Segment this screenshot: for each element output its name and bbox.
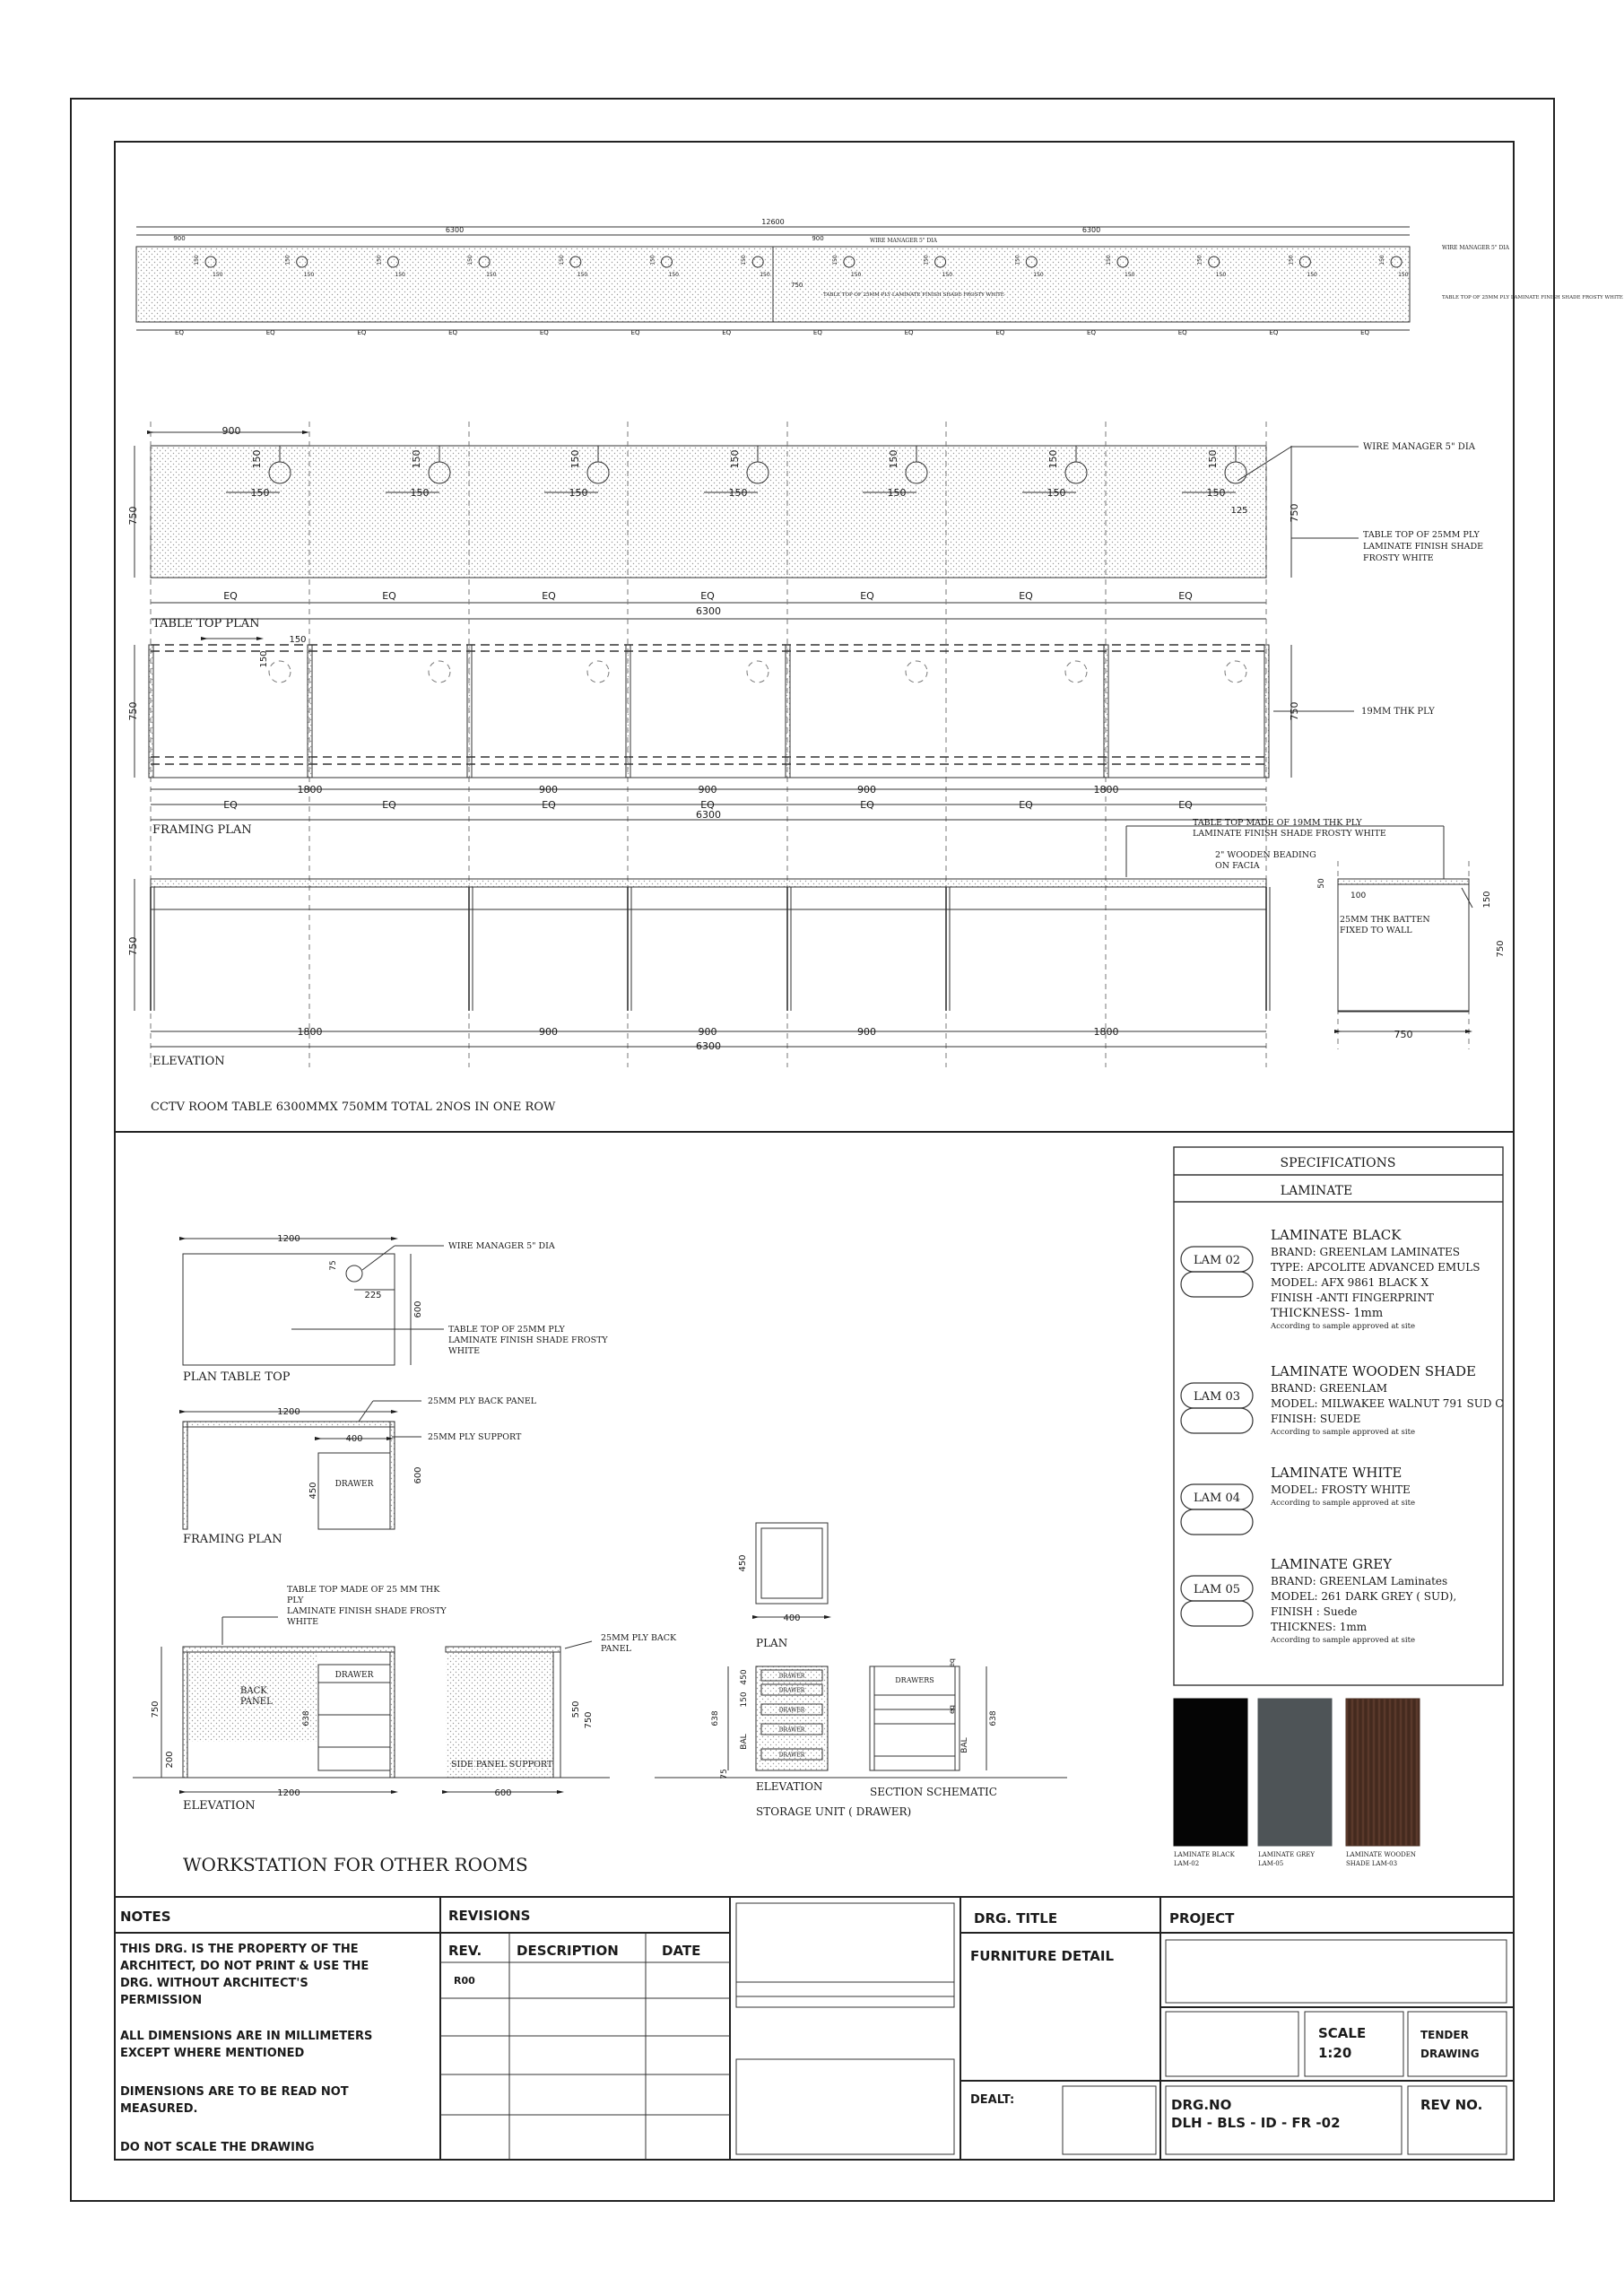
ply-panel xyxy=(786,645,790,778)
strip-overall: 12600 xyxy=(761,218,785,226)
ply-panel xyxy=(626,645,630,778)
spec-title: SPECIFICATIONS xyxy=(1280,1156,1396,1170)
tb-desc-col: DESCRIPTION xyxy=(517,1943,619,1959)
ttp-hole-dim-h: 150 xyxy=(1046,487,1066,499)
strip-eq: EQ xyxy=(904,329,914,336)
ttp-edge-dim: 125 xyxy=(1230,506,1248,516)
el-segment-dim: 1800 xyxy=(1093,1026,1119,1038)
ttp-note-1: TABLE TOP OF 25MM PLY xyxy=(1363,530,1480,540)
ttp-depth-left: 750 xyxy=(127,506,139,526)
lam-note: According to sample approved at site xyxy=(1271,1636,1416,1645)
lam-name: LAMINATE GREY xyxy=(1271,1556,1393,1572)
strip-hole-dim: 150 xyxy=(1196,255,1203,265)
strip-eq: EQ xyxy=(175,329,184,336)
tb-drg-no-value: DLH - BLS - ID - FR -02 xyxy=(1171,2115,1341,2131)
lam-spec-line: BRAND: GREENLAM Laminates xyxy=(1271,1575,1448,1587)
ttp-hole-dim-h: 150 xyxy=(728,487,748,499)
el-top-note-2: LAMINATE FINISH SHADE FROSTY WHITE xyxy=(1193,829,1386,839)
strip-depth: 750 xyxy=(791,282,803,289)
strip-hole-dim: 150 xyxy=(1014,255,1021,265)
ws-side-550: 550 xyxy=(571,1700,581,1718)
tb-status-1: TENDER xyxy=(1420,2029,1469,2041)
tb-project-label: PROJECT xyxy=(1169,1910,1235,1926)
strip-eq: EQ xyxy=(995,329,1005,336)
title-block xyxy=(115,1897,1514,2160)
ws-plan-outline xyxy=(183,1254,395,1365)
su-caption: STORAGE UNIT ( DRAWER) xyxy=(756,1805,912,1818)
cctv-caption: CCTV ROOM TABLE 6300MMX 750MM TOTAL 2NOS IN ONE ROW xyxy=(151,1100,556,1114)
tb-date-col: DATE xyxy=(662,1943,701,1959)
tb-note-line: DO NOT SCALE THE DRAWING xyxy=(120,2141,315,2154)
ws-back-panel-1: BACK xyxy=(240,1686,267,1696)
swatch-label-1: LAMINATE WOODEN xyxy=(1346,1851,1416,1858)
ws-plan-75: 75 xyxy=(329,1260,338,1271)
lam-spec-line: THICKNES: 1mm xyxy=(1271,1621,1368,1633)
hole-outline-icon xyxy=(906,661,927,683)
ws-wire-manager: WIRE MANAGER 5" DIA xyxy=(448,1241,555,1251)
ttp-eq: EQ xyxy=(223,590,238,602)
lam-note: According to sample approved at site xyxy=(1271,1428,1416,1437)
hole-outline-icon xyxy=(1225,661,1246,683)
swatch-label-1: LAMINATE BLACK xyxy=(1174,1851,1235,1858)
strip-hole-dim-h: 150 xyxy=(668,272,679,278)
tb-rev-value: R00 xyxy=(454,1975,475,1987)
strip-hole-dim-h: 150 xyxy=(760,272,770,278)
tb-dealt-label: DEALT: xyxy=(970,2093,1015,2107)
fp-segment-dim: 900 xyxy=(698,784,717,796)
tb-status-2: DRAWING xyxy=(1420,2048,1480,2060)
table-top-plan xyxy=(127,425,1483,631)
ttp-wire-manager-note: WIRE MANAGER 5" DIA xyxy=(1363,442,1475,452)
ttp-hole-dim-h: 150 xyxy=(887,487,907,499)
strip-eq: EQ xyxy=(448,329,458,336)
strip-eq: EQ xyxy=(1087,329,1096,336)
tb-note-line: MEASURED. xyxy=(120,2102,198,2116)
tb-rev-col: REV. xyxy=(448,1943,482,1959)
strip-hole-dim: 150 xyxy=(194,255,200,265)
ttp-hole-dim-v: 150 xyxy=(411,449,422,469)
lam-tag: LAM 03 xyxy=(1193,1390,1241,1404)
ply-panel xyxy=(1104,645,1108,778)
ws-framing-depth: 600 xyxy=(413,1466,423,1484)
el-section-depth: 750 xyxy=(1394,1029,1413,1040)
ws-elev-note-4: WHITE xyxy=(287,1617,319,1627)
tb-note-line: THIS DRG. IS THE PROPERTY OF THE xyxy=(120,1943,359,1956)
ply-panel xyxy=(467,645,472,778)
ttp-eq: EQ xyxy=(382,590,396,602)
fp-title: FRAMING PLAN xyxy=(152,823,252,837)
ws-framing-width: 1200 xyxy=(277,1407,300,1417)
su-dim-638: 638 xyxy=(711,1710,720,1726)
strip-hole-dim-h: 150 xyxy=(1398,272,1409,278)
ttp-eq: EQ xyxy=(700,590,715,602)
ws-side-panel: SIDE PANEL SUPPORT xyxy=(451,1760,553,1770)
drawer-label: DRAWER xyxy=(778,1707,805,1714)
ws-elev-title: ELEVATION xyxy=(183,1799,256,1813)
ws-side-width: 600 xyxy=(494,1788,512,1798)
ws-elev-638: 638 xyxy=(302,1710,311,1726)
strip-eq: EQ xyxy=(265,329,275,336)
strip-hole-dim-h: 150 xyxy=(303,272,315,278)
ws-elev-drawer: DRAWER xyxy=(334,1671,374,1680)
strip-hole-dim-h: 150 xyxy=(213,272,223,278)
strip-hole-dim: 150 xyxy=(831,255,838,265)
fp-segment-dim: 900 xyxy=(857,784,876,796)
lam-spec-line: MODEL: 261 DARK GREY ( SUD), xyxy=(1271,1590,1457,1603)
strip-hole-dim-h: 150 xyxy=(1307,272,1317,278)
ws-plan-note-1: TABLE TOP OF 25MM PLY xyxy=(448,1325,565,1335)
ws-side-back-note-2: PANEL xyxy=(601,1644,631,1654)
fp-hole-dim-v: 150 xyxy=(259,650,269,668)
ply-panel xyxy=(149,645,153,778)
el-height: 750 xyxy=(127,936,139,956)
strip-eq: EQ xyxy=(722,329,732,336)
ttp-hole-dim-v: 150 xyxy=(1207,449,1219,469)
strip-hole-dim: 150 xyxy=(1106,255,1112,265)
el-section-height: 750 xyxy=(1496,940,1506,958)
hole-outline-icon xyxy=(747,661,769,683)
strip-hole-dim-h: 150 xyxy=(1125,272,1135,278)
lam-name: LAMINATE WOODEN SHADE xyxy=(1271,1363,1476,1379)
lam-spec-line: FINISH -ANTI FINGERPRINT xyxy=(1271,1292,1434,1304)
swatch-label-1: LAMINATE GREY xyxy=(1258,1851,1316,1858)
strip-left-total: 6300 xyxy=(445,226,465,234)
ws-back-panel-2: PANEL xyxy=(240,1697,273,1707)
ttp-title: TABLE TOP PLAN xyxy=(152,617,260,631)
top-strip xyxy=(136,218,1623,336)
el-segment-dim: 900 xyxy=(857,1026,876,1038)
strip-offset-left: 900 xyxy=(173,235,186,242)
ws-back-panel-note: 25MM PLY BACK PANEL xyxy=(428,1396,537,1406)
ttp-note-3: FROSTY WHITE xyxy=(1363,553,1434,563)
su-drawers-label: DRAWERS xyxy=(895,1676,934,1684)
storage-unit xyxy=(711,1523,998,1818)
lam-spec-line: MODEL: FROSTY WHITE xyxy=(1271,1483,1411,1496)
ws-ply-support-note: 25MM PLY SUPPORT xyxy=(428,1432,522,1442)
fp-depth-left: 750 xyxy=(127,701,139,721)
ttp-eq: EQ xyxy=(1019,590,1033,602)
lam-spec-line: TYPE: APCOLITE ADVANCED EMULS xyxy=(1271,1261,1481,1274)
fp-depth-right: 750 xyxy=(1289,701,1300,721)
tb-scale-label: SCALE xyxy=(1318,2025,1367,2041)
su-dim-bal: BAL xyxy=(740,1734,749,1750)
ply-panel xyxy=(1264,645,1269,778)
ws-elev-width: 1200 xyxy=(277,1788,300,1798)
swatch-label-2: LAM-05 xyxy=(1258,1860,1284,1867)
swatch-label-2: LAM-02 xyxy=(1174,1860,1200,1867)
tb-note-line: ARCHITECT, DO NOT PRINT & USE THE xyxy=(120,1960,369,1973)
ttp-hole-dim-h: 150 xyxy=(250,487,270,499)
tb-note-line: DIMENSIONS ARE TO BE READ NOT xyxy=(120,2085,349,2099)
strip-eq: EQ xyxy=(812,329,822,336)
spec-subtitle: LAMINATE xyxy=(1280,1184,1353,1198)
el-segment-dim: 900 xyxy=(539,1026,558,1038)
ttp-total: 6300 xyxy=(696,605,721,617)
strip-hole-dim: 150 xyxy=(558,255,565,265)
el-top-note-1: TABLE TOP MADE OF 19MM THK PLY xyxy=(1193,818,1362,828)
strip-right-total: 6300 xyxy=(1081,226,1101,234)
ply-panel xyxy=(308,645,312,778)
strip-eq: EQ xyxy=(630,329,640,336)
strip-wire-manager: WIRE MANAGER 5" DIA xyxy=(870,238,937,244)
fp-eq: EQ xyxy=(1178,799,1193,811)
su-plan-depth: 450 xyxy=(738,1554,748,1572)
su-plan-title: PLAN xyxy=(756,1637,788,1649)
ws-drawer-width: 400 xyxy=(345,1434,363,1444)
el-dim-100: 100 xyxy=(1350,891,1367,900)
tb-drg-no-label: DRG.NO xyxy=(1171,2097,1232,2113)
workstation xyxy=(133,1234,1067,1875)
fp-eq: EQ xyxy=(223,799,238,811)
ttp-depth-right: 750 xyxy=(1289,503,1300,523)
el-batten-2: FIXED TO WALL xyxy=(1340,926,1412,935)
su-section-bal: BAL xyxy=(960,1737,969,1753)
ws-side-back-note-1: 25MM PLY BACK xyxy=(601,1633,677,1643)
strip-offset-right: 900 xyxy=(812,235,824,242)
tb-note-line: ALL DIMENSIONS ARE IN MILLIMETERS xyxy=(120,2030,373,2043)
ws-elev-height: 750 xyxy=(151,1700,161,1718)
strip-hole-dim-h: 150 xyxy=(850,272,862,278)
ws-plan-title: PLAN TABLE TOP xyxy=(183,1370,291,1384)
el-beading-1: 2" WOODEN BEADING xyxy=(1215,850,1316,860)
su-dim-150: 150 xyxy=(740,1692,749,1708)
ttp-note-2: LAMINATE FINISH SHADE xyxy=(1363,542,1484,552)
ttp-hole-dim-v: 150 xyxy=(888,449,899,469)
ws-drawer-label: DRAWER xyxy=(334,1480,374,1489)
su-plan-width: 400 xyxy=(783,1613,801,1623)
ttp-hole-dim-h: 150 xyxy=(569,487,588,499)
el-total: 6300 xyxy=(696,1040,721,1052)
lam-tag-pill-blank xyxy=(1181,1272,1253,1297)
su-dim-75: 75 xyxy=(720,1769,729,1779)
drawer-label: DRAWER xyxy=(778,1752,805,1759)
hole-outline-icon xyxy=(1065,661,1087,683)
hole-outline-icon xyxy=(429,661,450,683)
ws-elev-note-1: TABLE TOP MADE OF 25 MM THK xyxy=(287,1585,440,1595)
lam-tag: LAM 05 xyxy=(1193,1583,1241,1596)
ws-plan-width: 1200 xyxy=(277,1234,300,1244)
strip-eq: EQ xyxy=(1269,329,1279,336)
ws-plan-note-3: WHITE xyxy=(448,1346,481,1356)
laminate-swatch xyxy=(1258,1699,1332,1846)
lam-tag-pill-blank xyxy=(1181,1408,1253,1433)
lam-note: According to sample approved at site xyxy=(1271,1322,1416,1331)
strip-hole-dim: 150 xyxy=(284,255,291,265)
drawer-label: DRAWER xyxy=(778,1687,805,1694)
ws-plan-225: 225 xyxy=(364,1291,382,1300)
fp-eq: EQ xyxy=(542,799,556,811)
fp-eq: EQ xyxy=(382,799,396,811)
ttp-hole-dim-v: 150 xyxy=(251,449,263,469)
lam-spec-line: THICKNESS- 1mm xyxy=(1271,1307,1384,1320)
ttp-eq: EQ xyxy=(860,590,874,602)
strip-hole-dim-h: 150 xyxy=(1033,272,1044,278)
fp-eq: EQ xyxy=(1019,799,1033,811)
lam-spec-line: BRAND: GREENLAM LAMINATES xyxy=(1271,1246,1461,1258)
ws-drawer-depth: 450 xyxy=(308,1482,318,1500)
strip-top-note: TABLE TOP OF 25MM PLY LAMINATE FINISH SHADE FROSTY WHITE xyxy=(823,292,1004,298)
strip-hole-dim: 150 xyxy=(741,255,748,265)
ttp-hole-dim-h: 150 xyxy=(1206,487,1226,499)
ws-framing-title: FRAMING PLAN xyxy=(183,1533,282,1546)
fp-total: 6300 xyxy=(696,809,721,821)
fp-segment-dim: 1800 xyxy=(297,784,323,796)
ws-elev-200: 200 xyxy=(165,1751,175,1769)
ttp-hole-dim-v: 150 xyxy=(569,449,581,469)
drawer-label: DRAWER xyxy=(778,1726,805,1734)
tb-note-line: PERMISSION xyxy=(120,1994,203,2007)
lam-spec-line: MODEL: MILWAKEE WALNUT 791 SUD C xyxy=(1271,1397,1504,1410)
drawer-label: DRAWER xyxy=(778,1673,805,1680)
ws-elev-note-3: LAMINATE FINISH SHADE FROSTY xyxy=(287,1606,447,1616)
strip-hole-dim: 150 xyxy=(923,255,930,265)
hole-outline-icon xyxy=(269,661,291,683)
su-section-638: 638 xyxy=(989,1710,998,1726)
strip-hole-dim: 150 xyxy=(1288,255,1295,265)
strip-hole-dim-h: 150 xyxy=(486,272,497,278)
specifications xyxy=(1174,1147,1503,1867)
lam-spec-line: BRAND: GREENLAM xyxy=(1271,1382,1388,1395)
strip-eq: EQ xyxy=(1360,329,1370,336)
el-batten-1: 25MM THK BATTEN xyxy=(1340,915,1430,925)
fp-ply-note: 19MM THK PLY xyxy=(1361,707,1435,717)
tb-note-line: EXCEPT WHERE MENTIONED xyxy=(120,2047,305,2060)
strip-eq: EQ xyxy=(539,329,549,336)
ttp-eq: EQ xyxy=(1178,590,1193,602)
tb-rev-no-label: REV NO. xyxy=(1420,2097,1483,2113)
hole-outline-icon xyxy=(587,661,609,683)
fp-segment-dim: 1800 xyxy=(1093,784,1119,796)
ws-side-750: 750 xyxy=(584,1711,594,1729)
ttp-eq: EQ xyxy=(542,590,556,602)
lam-name: LAMINATE WHITE xyxy=(1271,1465,1403,1481)
el-dim-150: 150 xyxy=(1482,891,1492,909)
laminate-swatch xyxy=(1346,1699,1420,1846)
fp-hole-dim: 150 xyxy=(289,635,307,645)
tb-notes-header: NOTES xyxy=(120,1909,171,1925)
laminate-swatch xyxy=(1174,1699,1247,1846)
ttp-first-offset: 900 xyxy=(221,425,241,437)
el-dim-50: 50 xyxy=(1317,878,1326,889)
el-title: ELEVATION xyxy=(152,1055,225,1068)
table-top-plan-outline xyxy=(151,446,1266,578)
su-section-title: SECTION SCHEMATIC xyxy=(870,1786,997,1798)
outer-border xyxy=(71,99,1554,2201)
lam-name: LAMINATE BLACK xyxy=(1271,1227,1402,1243)
el-segment-dim: 1800 xyxy=(297,1026,323,1038)
ws-elev-note-2: PLY xyxy=(287,1596,304,1605)
su-elev-title: ELEVATION xyxy=(756,1780,823,1793)
tb-note-line: DRG. WITHOUT ARCHITECT'S xyxy=(120,1977,308,1990)
lam-tag-pill-blank xyxy=(1181,1601,1253,1626)
fp-eq: EQ xyxy=(860,799,874,811)
lam-note: According to sample approved at site xyxy=(1271,1499,1416,1508)
ws-caption: WORKSTATION FOR OTHER ROOMS xyxy=(183,1854,528,1875)
strip-hole-dim-h: 150 xyxy=(942,272,953,278)
ttp-hole-dim-v: 150 xyxy=(729,449,741,469)
strip-hole-dim-h: 150 xyxy=(577,272,588,278)
framing-plan xyxy=(127,635,1435,837)
strip-wire-manager-right: WIRE MANAGER 5" DIA xyxy=(1442,245,1509,251)
elevation xyxy=(127,818,1506,1114)
su-eq-mid: eq xyxy=(948,1705,956,1714)
lam-spec-line: FINISH : Suede xyxy=(1271,1605,1358,1618)
strip-hole-dim: 150 xyxy=(467,255,474,265)
strip-eq: EQ xyxy=(357,329,367,336)
lam-tag: LAM 02 xyxy=(1193,1254,1241,1267)
ttp-hole-dim-h: 150 xyxy=(410,487,430,499)
lam-spec-line: MODEL: AFX 9861 BLACK X xyxy=(1271,1276,1429,1289)
su-eq-top: eq xyxy=(948,1658,956,1667)
fp-eq: EQ xyxy=(700,799,715,811)
strip-hole-dim-h: 150 xyxy=(1215,272,1227,278)
tb-scale-value: 1:20 xyxy=(1318,2045,1352,2061)
fp-segment-dim: 900 xyxy=(539,784,558,796)
el-segment-dim: 900 xyxy=(698,1026,717,1038)
ws-plan-depth: 600 xyxy=(413,1300,423,1318)
lam-spec-line: FINISH: SUEDE xyxy=(1271,1413,1361,1425)
strip-eq: EQ xyxy=(1177,329,1187,336)
strip-hole-dim: 150 xyxy=(1379,255,1386,265)
strip-hole-dim: 150 xyxy=(376,255,383,265)
su-dim-450: 450 xyxy=(740,1669,749,1685)
ttp-hole-dim-v: 150 xyxy=(1047,449,1059,469)
tb-drg-title-value: FURNITURE DETAIL xyxy=(970,1948,1115,1964)
swatch-label-2: SHADE LAM-03 xyxy=(1346,1860,1398,1867)
tb-drg-title-label: DRG. TITLE xyxy=(974,1910,1058,1926)
tb-revisions-header: REVISIONS xyxy=(448,1908,531,1924)
strip-hole-dim: 150 xyxy=(649,255,656,265)
ws-plan-note-2: LAMINATE FINISH SHADE FROSTY xyxy=(448,1335,608,1345)
lam-tag: LAM 04 xyxy=(1193,1492,1241,1505)
el-beading-2: ON FACIA xyxy=(1215,861,1260,871)
strip-top-note-right: TABLE TOP OF 25MM PLY LAMINATE FINISH SHADE FROSTY WHITE xyxy=(1442,295,1623,300)
strip-hole-dim-h: 150 xyxy=(395,272,405,278)
lam-tag-pill-blank xyxy=(1181,1509,1253,1535)
